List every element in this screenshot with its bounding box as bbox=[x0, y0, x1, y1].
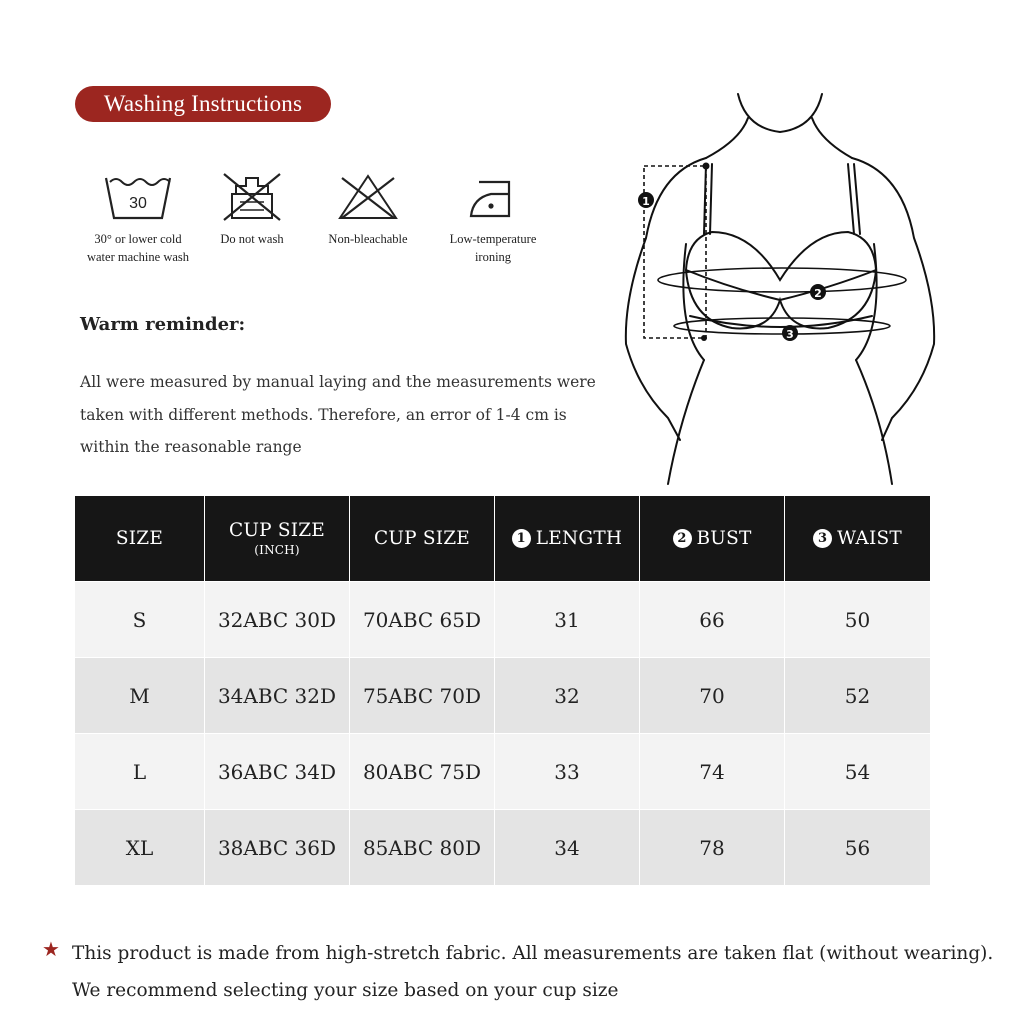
header-waist: 3 WAIST bbox=[785, 496, 931, 582]
table-cell: M bbox=[75, 658, 205, 734]
size-chart-table bbox=[74, 495, 931, 886]
table-cell: 38ABC 36D bbox=[205, 810, 350, 886]
header-length: 1 LENGTH bbox=[495, 496, 640, 582]
number-badge-icon: 1 bbox=[512, 529, 531, 548]
header-bust: 2 BUST bbox=[640, 496, 785, 582]
table-cell: 74 bbox=[640, 734, 785, 810]
washing-instructions-title: Washing Instructions bbox=[75, 86, 331, 122]
care-label: ironing bbox=[474, 250, 512, 264]
care-label: 30° or lower cold bbox=[94, 232, 182, 246]
table-cell: 32ABC 30D bbox=[205, 582, 350, 658]
table-cell: 85ABC 80D bbox=[350, 810, 495, 886]
table-cell: 34ABC 32D bbox=[205, 658, 350, 734]
table-row bbox=[75, 810, 931, 886]
product-note bbox=[72, 935, 1012, 1009]
marker-waist bbox=[782, 325, 798, 341]
table-cell: 56 bbox=[785, 810, 931, 886]
body-measurement-figure bbox=[620, 88, 940, 488]
table-cell: L bbox=[75, 734, 205, 810]
table-cell: 50 bbox=[785, 582, 931, 658]
marker-length-text: 1 bbox=[642, 195, 650, 208]
table-cell: 31 bbox=[495, 582, 640, 658]
table-header-row bbox=[75, 496, 931, 582]
marker-waist-text: 3 bbox=[786, 328, 794, 341]
care-label: Non-bleachable bbox=[328, 232, 408, 246]
table-cell: 34 bbox=[495, 810, 640, 886]
star-icon: ★ bbox=[42, 937, 60, 961]
number-badge-icon: 2 bbox=[673, 529, 692, 548]
table-cell: XL bbox=[75, 810, 205, 886]
note-line: We recommend selecting your size based on your cup size bbox=[72, 980, 619, 1001]
table-cell: 54 bbox=[785, 734, 931, 810]
reminder-text: All were measured by manual laying and the measurements were taken with different methods. Therefore, an error of 1-4 cm is within the reasonable range bbox=[80, 373, 596, 456]
marker-length bbox=[638, 192, 654, 208]
wash-temp-text: 30 bbox=[129, 195, 147, 212]
table-cell: S bbox=[75, 582, 205, 658]
table-row bbox=[75, 734, 931, 810]
marker-bust-text: 2 bbox=[814, 287, 822, 300]
table-cell: 33 bbox=[495, 734, 640, 810]
care-item-no-wash bbox=[206, 172, 298, 248]
table-cell: 66 bbox=[640, 582, 785, 658]
wash-30-icon bbox=[102, 172, 174, 222]
header-cup-size-inch: CUP SIZE (INCH) bbox=[205, 496, 350, 582]
note-line: This product is made from high-stretch fabric. All measurements are taken flat (without wearing). bbox=[72, 943, 994, 964]
table-row bbox=[75, 658, 931, 734]
table-cell: 78 bbox=[640, 810, 785, 886]
care-label: water machine wash bbox=[86, 250, 190, 264]
care-item-iron bbox=[432, 172, 554, 266]
header-size: SIZE bbox=[75, 496, 205, 582]
table-cell: 36ABC 34D bbox=[205, 734, 350, 810]
care-item-no-bleach bbox=[312, 172, 424, 248]
table-row bbox=[75, 582, 931, 658]
care-label: Do not wash bbox=[220, 232, 284, 246]
header-sub: (INCH) bbox=[254, 543, 300, 557]
table-cell: 32 bbox=[495, 658, 640, 734]
care-item-wash bbox=[72, 172, 204, 266]
non-bleach-icon bbox=[336, 172, 400, 222]
table-cell: 75ABC 70D bbox=[350, 658, 495, 734]
marker-bust bbox=[810, 284, 826, 300]
table-cell: 52 bbox=[785, 658, 931, 734]
do-not-wash-icon bbox=[220, 172, 284, 222]
table-cell: 70ABC 65D bbox=[350, 582, 495, 658]
low-temp-iron-icon bbox=[465, 172, 521, 222]
reminder-title: Warm reminder: bbox=[80, 314, 246, 335]
header-cup-size: CUP SIZE bbox=[350, 496, 495, 582]
table-cell: 80ABC 75D bbox=[350, 734, 495, 810]
care-label: Low-temperature bbox=[449, 232, 537, 246]
number-badge-icon: 3 bbox=[813, 529, 832, 548]
table-cell: 70 bbox=[640, 658, 785, 734]
